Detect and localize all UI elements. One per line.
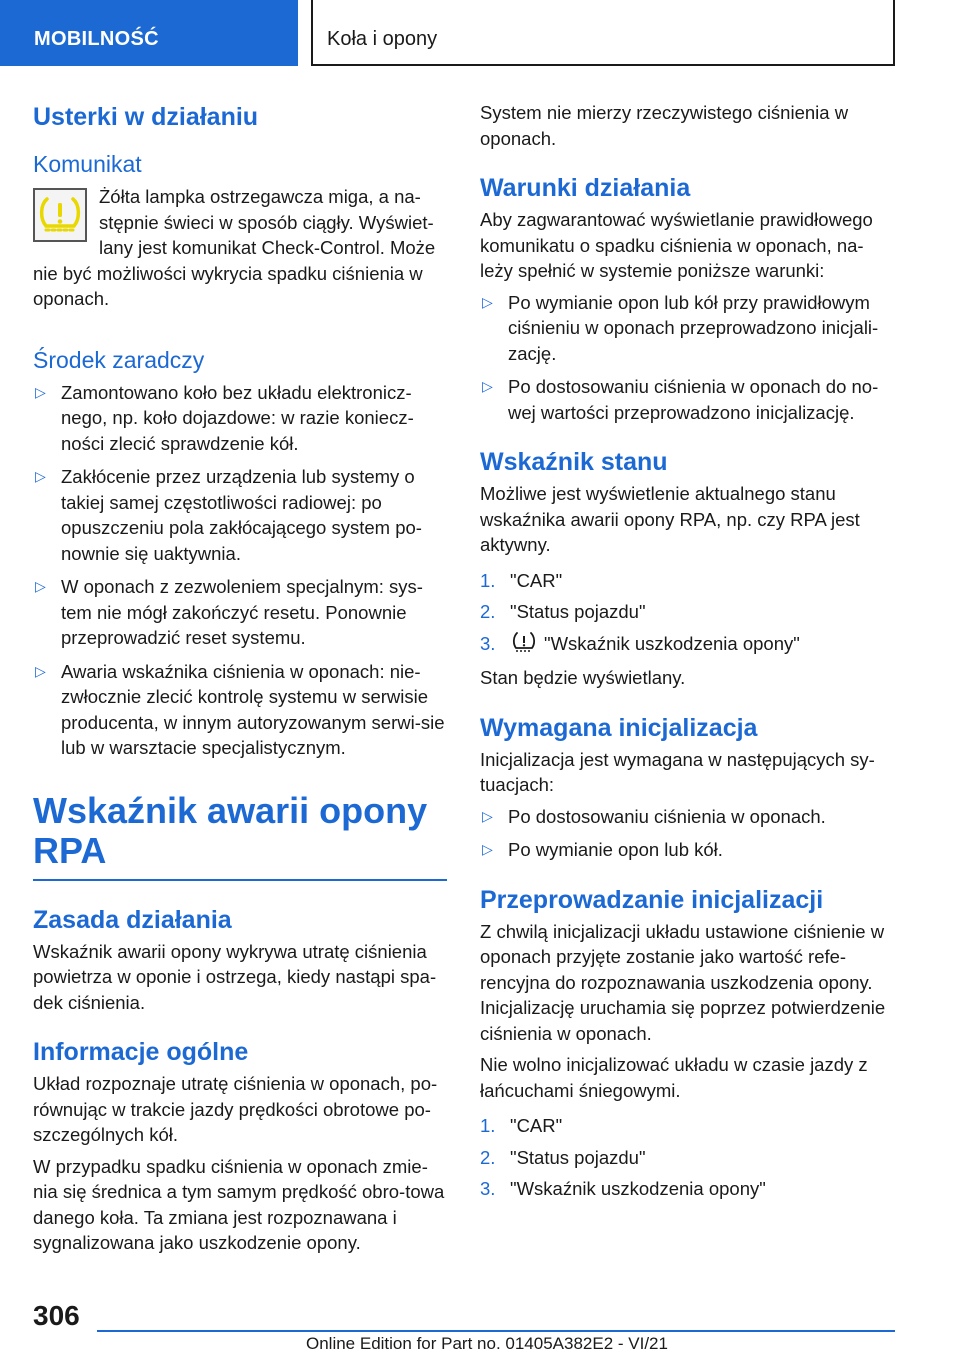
heading-conditions: Warunki działania: [480, 174, 691, 202]
conditions-list: [480, 290, 895, 426]
page-header: [0, 0, 960, 66]
general-text-2: W przypadku spadku ciśnienia w oponach zmie-nia się średnica a tym samym prędkość obro-towa danego koła. Ta zmiana jest rozpoznawana i sygnalizowana jako uszkodzenie opony.: [33, 1155, 445, 1253]
heading-required: Wymagana inicjalizacja: [480, 713, 758, 742]
status-steps: [480, 568, 895, 660]
status-text: Możliwe jest wyświetlenie aktualnego stanu wskaźnika awarii opony RPA, np. czy RPA jest aktywny.: [480, 483, 860, 555]
list-item: ▷ W oponach z zezwoleniem specjalnym: sys-tem nie mógł zakończyć resetu. Ponownie przeprowadzić reset systemu.: [35, 576, 423, 648]
list-item: 2. "Status pojazdu": [480, 601, 646, 622]
chapter-tab: [311, 0, 895, 66]
triangle-bullet-icon: ▷: [482, 293, 493, 310]
remedy-list: [33, 380, 447, 761]
perform-text-1: Z chwilą inicjalizacji układu ustawione ciśnienie w oponach przyjęte zostanie jako wartość refe-rencyjna do rozpoznawania uszkodzenia opony. Inicjalizację uruchamia się poprzez potwierdzenie ciśnienia w oponach.: [480, 920, 886, 1044]
list-item: 1. "CAR": [480, 569, 563, 591]
list-item: 3. "Wskaźnik uszkodzenia opony": [480, 631, 895, 660]
section-tab: [0, 0, 298, 66]
triangle-bullet-icon: ▷: [482, 378, 493, 394]
heading-rule: [33, 879, 447, 881]
heading-rpa: Wskaźnik awarii opony RPA: [33, 789, 428, 871]
message-block: [33, 184, 447, 318]
conditions-text: Aby zagwarantować wyświetlanie prawidłowego komunikatu o spadku ciśnienia w oponach, na-leży spełnić w systemie poniższe warunki:: [480, 209, 873, 281]
heading-principle: Zasada działania: [33, 905, 232, 934]
heading-faults: Usterki w działaniu: [33, 103, 259, 131]
page-number: 306: [33, 1300, 80, 1331]
heading-message: Komunikat: [33, 151, 142, 177]
list-item: ▷ Po wymianie opon lub kół przy prawidłowym ciśnieniu w oponach przeprowadzono inicjali-zację.: [482, 291, 879, 364]
chapter-title: Koła i opony: [327, 28, 438, 50]
list-item: 1. "CAR": [480, 1115, 563, 1136]
heading-perform: Przeprowadzanie inicjalizacji: [480, 885, 824, 914]
principle-text: Wskaźnik awarii opony wykrywa utratę ciśnienia powietrza w oponie i ostrzega, kiedy nastąpi spa-dek ciśnienia.: [33, 940, 437, 1013]
perform-steps: [480, 1113, 895, 1202]
triangle-bullet-icon: ▷: [35, 662, 46, 679]
list-item: ▷ Zamontowano koło bez układu elektronicz-nego, np. koło dojazdowe: w razie koniecz-ności zlecić sprawdzenie kół.: [35, 381, 414, 454]
list-item: ▷ Zakłócenie przez urządzenia lub systemy o takiej samej częstotliwości radiowej: po opuszczeniu pola zakłócającego system po-nownie się uaktywnia.: [35, 466, 422, 564]
triangle-bullet-icon: ▷: [482, 841, 493, 857]
list-item: ▷ Po dostosowaniu ciśnienia w oponach do no-wej wartości przeprowadzono inicjalizację.: [482, 376, 879, 423]
list-item: ▷ Po wymianie opon lub kół.: [480, 837, 895, 863]
triangle-bullet-icon: ▷: [35, 468, 46, 484]
triangle-bullet-icon: ▷: [35, 383, 46, 400]
tire-pressure-icon: [512, 631, 536, 660]
list-item: 2. "Status pojazdu": [480, 1146, 646, 1168]
right-column: [480, 100, 895, 1208]
status-after: Stan będzie wyświetlany.: [480, 667, 686, 688]
intro-text: System nie mierzy rzeczywistego ciśnienia w oponach.: [480, 102, 849, 149]
message-text: Żółta lampka ostrzegawcza miga, a na-stępnie świeci w sposób ciągły. Wyświet-lany jest komunikat Check-Control. Może nie być możliwości wykrycia spadku ciśnienia w oponach.: [33, 186, 436, 309]
footer-rule: [97, 1330, 895, 1332]
heading-remedy: Środek zaradczy: [33, 346, 205, 373]
list-item: ▷ Po dostosowaniu ciśnienia w oponach.: [480, 804, 895, 830]
triangle-bullet-icon: ▷: [35, 578, 46, 594]
section-title: MOBILNOŚĆ: [34, 28, 159, 50]
perform-text-2: Nie wolno inicjalizować układu w czasie jazdy z łańcuchami śniegowymi.: [480, 1054, 868, 1101]
list-item: ▷ Awaria wskaźnika ciśnienia w oponach: nie-zwłocznie zlecić kontrolę systemu w serwisie producenta, w innym autoryzowanym serwi-sie lub w warsztacie specjalistycznym.: [35, 660, 445, 758]
footer-edition: Online Edition for Part no. 01405A382E2 - VI/21: [306, 1334, 668, 1353]
required-text: Inicjalizacja jest wymagana w następujących sy-tuacjach:: [480, 748, 875, 795]
heading-status: Wskaźnik stanu: [480, 448, 668, 476]
general-text-1: Układ rozpoznaje utratę ciśnienia w oponach, po-równując w trakcie jazdy prędkości obrotowe po-szczególnych kół.: [33, 1073, 438, 1145]
required-list: [480, 804, 895, 863]
triangle-bullet-icon: ▷: [482, 807, 493, 824]
heading-general: Informacje ogólne: [33, 1038, 249, 1066]
list-item: 3. "Wskaźnik uszkodzenia opony": [480, 1178, 766, 1199]
left-column: [33, 100, 447, 1262]
tire-pressure-warning-icon: [33, 188, 87, 242]
